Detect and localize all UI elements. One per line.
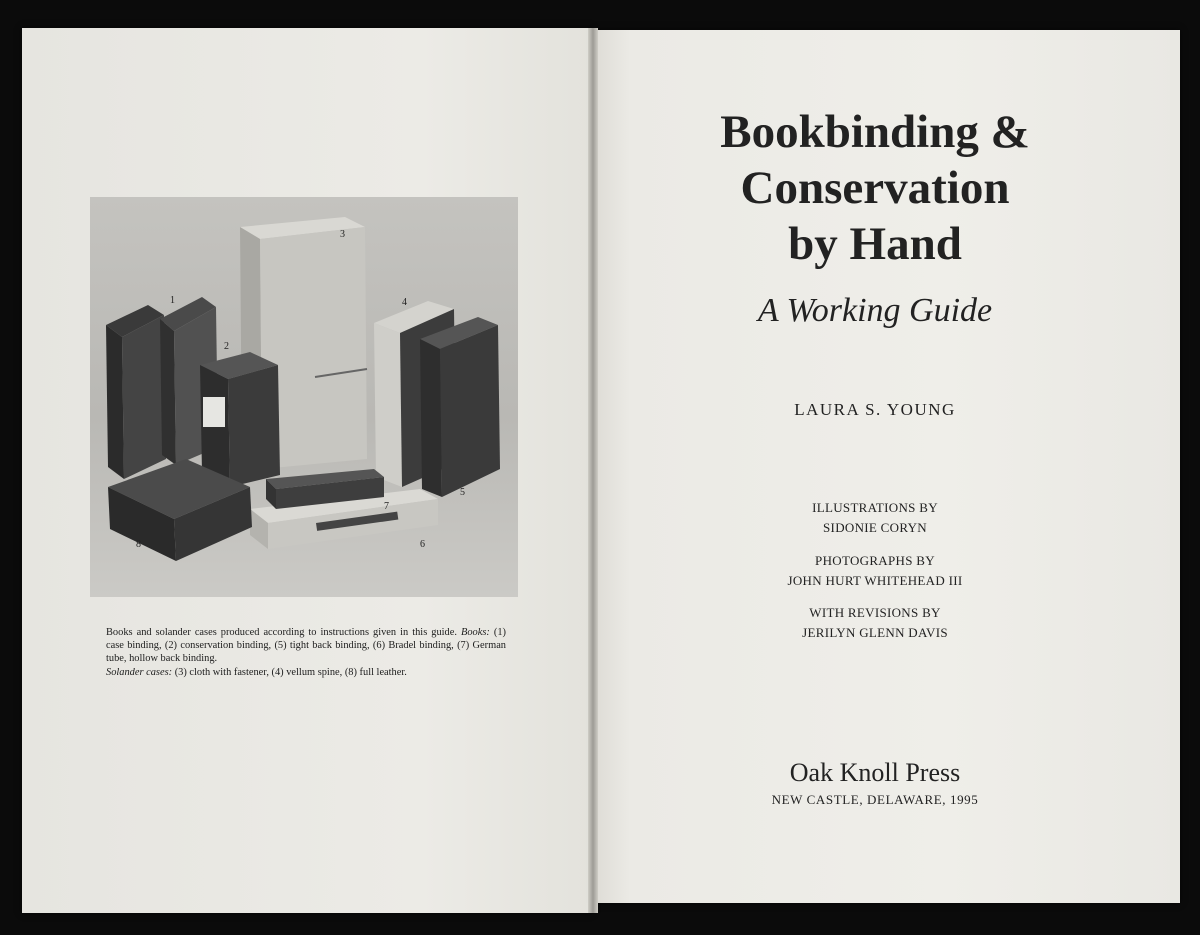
books-illustration (90, 197, 518, 597)
credit-name: JERILYN GLENN DAVIS (802, 625, 948, 640)
caption-cases-label: Solander cases: (106, 666, 173, 678)
author-name: LAURA S. YOUNG (794, 400, 956, 419)
photo-caption (106, 626, 506, 679)
photo-number-2: 2 (224, 341, 229, 352)
credit-role: WITH REVISIONS BY (809, 605, 941, 620)
photo-number-5: 5 (460, 487, 465, 498)
credit-photographs (595, 551, 1155, 591)
credit-role: ILLUSTRATIONS BY (812, 500, 938, 515)
photo-number-6: 6 (420, 539, 425, 550)
title-line-3: by Hand (788, 218, 962, 270)
book-subtitle: A Working Guide (757, 292, 993, 329)
caption-intro: Books and solander cases produced according to instructions given in this guide. (106, 627, 457, 638)
photo-number-7: 7 (384, 501, 389, 512)
frontispiece-photo (90, 197, 518, 597)
caption-books-text: (1) case binding, (2) conservation binding, (5) tight back binding, (6) Bradel binding, (7) German tube, hollow back binding. (106, 627, 506, 665)
photo-number-4: 4 (402, 297, 407, 308)
credit-illustrations (595, 498, 1155, 538)
photo-number-1: 1 (170, 295, 175, 306)
credit-name: JOHN HURT WHITEHEAD III (787, 573, 963, 588)
book-title (595, 104, 1155, 272)
photo-number-8: 8 (136, 539, 141, 550)
photo-number-3: 3 (340, 229, 345, 240)
caption-cases-text: (3) cloth with fastener, (4) vellum spine, (8) full leather. (174, 666, 407, 678)
title-line-2: Conservation (740, 162, 1010, 214)
publication-place-year: NEW CASTLE, DELAWARE, 1995 (771, 792, 979, 807)
publisher-name: Oak Knoll Press (789, 758, 961, 787)
credit-name: SIDONIE CORYN (823, 520, 927, 535)
credit-role: PHOTOGRAPHS BY (815, 553, 935, 568)
credit-revisions (595, 603, 1155, 643)
title-line-1: Bookbinding & (720, 106, 1030, 158)
caption-books-label: Books: (460, 627, 490, 638)
